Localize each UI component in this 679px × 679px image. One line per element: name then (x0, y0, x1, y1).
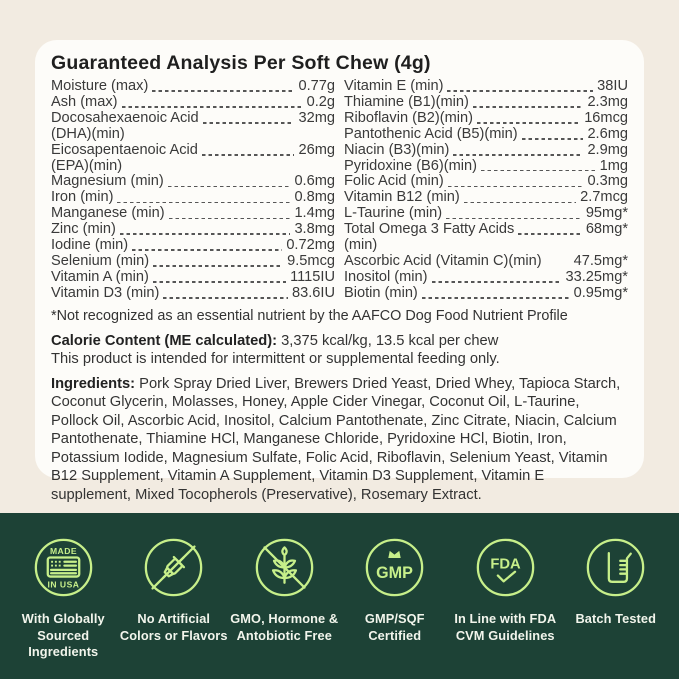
gmp-icon (364, 537, 425, 598)
dotted-leader (522, 138, 584, 140)
analysis-row (51, 286, 335, 302)
dotted-leader (448, 186, 584, 188)
badge-label-line: Colors or Flavors (119, 627, 228, 643)
nutrient-name: Vitamin A (min) (51, 268, 149, 285)
nutrient-name: Total Omega 3 Fatty Acids (344, 221, 515, 238)
nutrient-name: Pyridoxine (B6)(min) (344, 157, 477, 174)
dotted-leader (446, 218, 582, 220)
nutrient-name: L-Taurine (min) (344, 205, 443, 222)
nutrient-name: Biotin (min) (344, 284, 418, 301)
nutrient-value: 32mg (298, 109, 335, 126)
nutrient-value: 26mg (298, 141, 335, 158)
dotted-leader (153, 281, 286, 283)
badge-label (365, 611, 425, 644)
nutrient-value: 9.5mcg (287, 252, 335, 269)
dotted-leader (518, 233, 581, 235)
analysis-row (51, 206, 335, 222)
nutrient-value: 33.25mg* (565, 268, 628, 285)
analysis-columns (51, 79, 628, 302)
analysis-row (344, 254, 628, 270)
badges-section (0, 513, 679, 679)
badge-label (454, 611, 556, 644)
dotted-leader (203, 122, 295, 124)
badge-label-line: Batch Tested (575, 611, 657, 626)
analysis-row (344, 127, 628, 143)
analysis-row (344, 174, 628, 190)
made-in-usa-icon (33, 537, 94, 598)
analysis-column-left (51, 79, 335, 302)
nutrient-value: 0.8mg (294, 189, 335, 206)
nutrient-name: Vitamin B12 (min) (344, 189, 460, 206)
badge-label (120, 611, 228, 644)
nutrient-name: Vitamin D3 (min) (51, 284, 160, 301)
analysis-row (51, 222, 335, 238)
gmo-free-icon (254, 537, 315, 598)
nutrient-name: Ash (max) (51, 93, 118, 110)
nutrient-name-continuation: (min) (344, 237, 378, 254)
badge-batch-tested (561, 537, 672, 679)
analysis-row (344, 111, 628, 127)
badge-gmp (340, 537, 451, 679)
badge-label-line: Ingredients (28, 644, 99, 659)
calorie-content-value: 3,375 kcal/kg, 13.5 kcal per chew (277, 332, 499, 349)
analysis-row (51, 174, 335, 190)
analysis-row (344, 222, 628, 238)
nutrient-value: 1.4mg (294, 205, 335, 222)
badge-label-line: No Artificial (137, 611, 211, 626)
badge-label-line: With Globally (21, 611, 105, 626)
nutrient-name: Folic Acid (min) (344, 173, 444, 190)
analysis-row (51, 270, 335, 286)
dotted-leader (453, 154, 583, 156)
nutrient-name: Zinc (min) (51, 221, 116, 238)
ingredients-paragraph (51, 375, 628, 505)
nutrient-value: 0.95mg* (573, 284, 628, 301)
nutrient-value: 83.6IU (292, 284, 335, 301)
badge-fda (450, 537, 561, 679)
analysis-row (51, 79, 335, 95)
nutrient-name: Docosahexaenoic Acid (51, 109, 199, 126)
feeding-statement: This product is intended for intermittent or supplemental feeding only. (51, 351, 500, 368)
nutrient-name: Vitamin E (min) (344, 78, 444, 94)
guaranteed-analysis-card (35, 40, 644, 504)
badge-label-line: GMP/SQF (364, 611, 425, 626)
dotted-leader (464, 202, 576, 204)
dotted-leader (202, 154, 295, 156)
ingredients-list: Pork Spray Dried Liver, Brewers Dried Yeast, Dried Whey, Tapioca Starch, Coconut Glycerin, Molasses, Honey, Apple Cider Vinegar, Coconut Oil, L-Taurine, Pollock Oil, Ascorbic Acid, Inositol, Calcium Pantothenate, Zinc Citrate, Niacin, Calcium Pantothenate, Thiamine HCl, Manganese Chloride, Pyridoxine HCl, Biotin, Iron, Potassium Iodide, Magnesium Sulfate, Folic Acid, Riboflavin, Selenium Yeast, Vitamin B12 Supplement, Vitamin A Supplement, Vitamin D3 Supplement, Vitamin E supplement, Mixed Tocopherols (Preservative), Rosemary Extract. (51, 375, 621, 504)
nutrient-value: 0.77g (298, 78, 335, 94)
aafco-footnote: *Not recognized as an essential nutrient by the AAFCO Dog Food Nutrient Profile (51, 307, 568, 324)
dotted-leader (120, 233, 291, 235)
analysis-column-right (344, 79, 628, 302)
dotted-leader (477, 122, 580, 124)
dotted-leader (117, 202, 290, 204)
fda-icon (475, 537, 536, 598)
nutrient-name: Eicosapentaenoic Acid (51, 141, 198, 158)
calorie-content-label: Calorie Content (ME calculated): (51, 332, 278, 349)
badge-label (575, 611, 656, 628)
nutrient-value: 1mg (599, 157, 628, 174)
nutrient-name: Iodine (min) (51, 237, 129, 254)
ingredients-label: Ingredients: (51, 375, 136, 392)
analysis-row (344, 95, 628, 111)
nutrient-name-continuation: (EPA)(min) (51, 157, 123, 174)
nutrient-name: Iron (min) (51, 189, 114, 206)
dotted-leader (152, 90, 294, 92)
badge-label-line: CVM Guidelines (455, 627, 555, 643)
analysis-row (344, 190, 628, 206)
nutrient-value: 38IU (597, 78, 628, 94)
nutrient-value: 0.6mg (294, 173, 335, 190)
analysis-row (344, 206, 628, 222)
svg-text:GMP: GMP (376, 563, 414, 582)
dotted-leader (447, 90, 593, 92)
analysis-row (344, 270, 628, 286)
dotted-leader (422, 297, 570, 299)
dotted-leader (168, 186, 291, 188)
analysis-row (344, 159, 628, 175)
badge-made-in-usa (8, 537, 119, 679)
nutrient-value: 0.2g (306, 93, 335, 110)
badge-label-line: Antobiotic Free (236, 627, 332, 643)
dotted-leader (169, 218, 291, 220)
dotted-leader (473, 106, 584, 108)
analysis-row (51, 95, 335, 111)
nutrient-value: 1115IU (290, 268, 335, 285)
dotted-leader (542, 254, 574, 270)
nutrient-value: 2.6mg (587, 125, 628, 142)
nutrient-value: 2.3mg (587, 93, 628, 110)
dotted-leader (432, 281, 562, 283)
badge-label (22, 611, 105, 661)
nutrient-value: 16mcg (584, 109, 628, 126)
nutrient-value: 95mg* (585, 205, 628, 222)
nutrient-name: Thiamine (B1)(min) (344, 93, 469, 110)
nutrient-value: 0.3mg (587, 173, 628, 190)
nutrient-name: Selenium (min) (51, 252, 150, 269)
nutrient-name: Niacin (B3)(min) (344, 141, 450, 158)
dotted-leader (122, 106, 303, 108)
analysis-row (344, 286, 628, 302)
nutrient-name: Moisture (max) (51, 78, 149, 94)
analysis-row (51, 254, 335, 270)
badge-no-artificial (119, 537, 230, 679)
svg-text:FDA: FDA (490, 556, 521, 573)
badge-label-line: GMO, Hormone & (230, 611, 339, 626)
analysis-row (51, 238, 335, 254)
dotted-leader (163, 297, 288, 299)
badge-label (230, 611, 338, 644)
nutrient-name: Inositol (min) (344, 268, 428, 285)
svg-text:IN USA: IN USA (47, 579, 80, 590)
nutrient-value: 2.9mg (587, 141, 628, 158)
analysis-row (344, 143, 628, 159)
batch-tested-icon (585, 537, 646, 598)
badge-label-line: Certified (368, 627, 422, 643)
badge-label-line: Sourced (37, 627, 90, 643)
nutrient-value: 0.72mg (286, 237, 335, 254)
nutrient-name: Manganese (min) (51, 205, 165, 222)
badge-gmo-free (229, 537, 340, 679)
nutrient-name: Riboflavin (B2)(min) (344, 109, 473, 126)
svg-text:MADE: MADE (49, 546, 77, 557)
nutrient-value: 2.7mcg (580, 189, 628, 206)
nutrient-value: 68mg* (585, 221, 628, 238)
analysis-row (51, 111, 335, 127)
badge-label-line: In Line with FDA (454, 611, 557, 626)
calorie-content (51, 332, 628, 369)
analysis-row (51, 143, 335, 159)
nutrient-value: 3.8mg (294, 221, 335, 238)
dotted-leader (132, 249, 282, 251)
dotted-leader (153, 265, 283, 267)
page-title: Guaranteed Analysis Per Soft Chew (4g) (51, 52, 431, 74)
nutrient-name: Pantothenic Acid (B5)(min) (344, 125, 518, 142)
nutrient-name: Magnesium (min) (51, 173, 164, 190)
nutrient-value: 47.5mg* (573, 252, 628, 269)
analysis-row (51, 190, 335, 206)
dotted-leader (481, 170, 596, 172)
analysis-row (344, 79, 628, 95)
nutrient-name: Ascorbic Acid (Vitamin C)(min) (344, 252, 542, 269)
nutrient-name-continuation: (DHA)(min) (51, 125, 125, 142)
no-artificial-icon (143, 537, 204, 598)
